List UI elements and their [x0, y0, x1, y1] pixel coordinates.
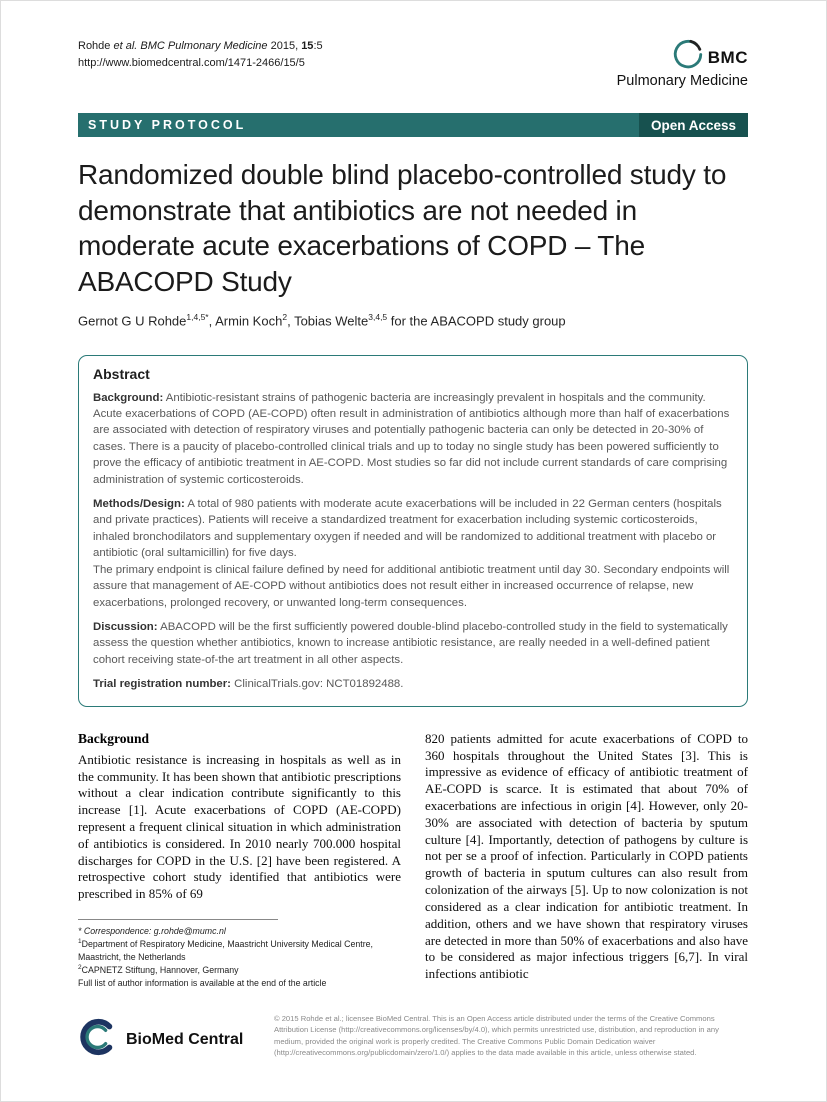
author-info-note [78, 976, 401, 989]
bmc-logo-top [617, 38, 748, 77]
abstract-background [93, 390, 733, 489]
abstract-methods [93, 496, 733, 562]
abstract-background-text: Antibiotic-resistant strains of pathogenic bacteria are increasingly prevalent in hospitals and the community. Acute exacerbations of COPD (AE-COPD) often result in administration of antibiotics although more than half of exacerbations are associated with detection of respiratory viruses and potentially pathogenic bacteria can only be detected in 20-30% of cases. There is a paucity of placebo-controlled clinical trials and up to today no single study has been powered sufficiently to prove the efficacy of antibiotic treatment in AE-COPD. Most studies so far did not include current standards of care comprising administration of systemic corticosteroids. [93, 391, 730, 486]
article-type-banner [78, 113, 748, 137]
author-1-affiliations: 1,4,5* [186, 312, 209, 323]
article-title: Randomized double blind placebo-controlled study to demonstrate that antibiotics are not needed in moderate acute exacerbations of COPD – The ABACOPD Study [78, 159, 727, 297]
biomed-central-circle-icon [78, 1017, 118, 1062]
open-access-badge: Open Access [639, 113, 748, 137]
citation-volume: 15 [301, 40, 314, 52]
author-line [78, 312, 748, 328]
footnote-text: Department of Respiratory Medicine, Maastricht University Medical Centre, Maastricht, the Netherlands [78, 939, 374, 962]
footnote-text: Full list of author information is available at the end of the article [78, 978, 327, 989]
bmc-logo [617, 38, 748, 89]
footnotes [78, 919, 401, 989]
section-heading-background: Background [78, 730, 150, 746]
left-column [78, 731, 401, 990]
page-header [78, 38, 748, 89]
abstract-discussion-label: Discussion: [93, 621, 158, 633]
affiliation-1 [78, 937, 401, 963]
author-2: Armin Koch [215, 313, 283, 329]
citation-journal: et al. BMC Pulmonary Medicine [113, 40, 268, 52]
abstract-discussion [93, 619, 733, 668]
author-3-affiliations: 3,4,5 [368, 312, 388, 323]
author-2-affiliations: 2 [282, 312, 288, 323]
author-separator: , [208, 313, 216, 329]
citation-pre: Rohde [78, 40, 114, 52]
abstract-trial-registration [93, 676, 733, 692]
journal-name: Pulmonary Medicine [616, 73, 748, 89]
abstract-methods-label: Methods/Design: [93, 498, 185, 511]
copyright-text: © 2015 Rohde et al.; licensee BioMed Central. This is an Open Access article distributed under the terms of the Creative Commons Attribution License (http://creativecommons.org/licenses/by/4.0), which permits unrestricted use, distribution, and reproduction in any medium, provided the original work is properly credited. The Creative Commons Public Domain Dedication waiver (http://creativecommons.org/publicdomain/zero/1.0/) applies to the data made available in this article, unless otherwise stated. [274, 1014, 719, 1058]
citation-block [78, 38, 323, 71]
correspondence-line [78, 924, 401, 937]
abstract-cont-text: The primary endpoint is clinical failure defined by need for additional antibiotic treatment until day 30. Secondary endpoints will assure that management of AE-COPD without antibiotics does not result either in increased occurrence of relapse, new exacerbations, prolonged recovery, or unwanted long-term consequences. [93, 563, 730, 609]
author-group: for the ABACOPD study group [387, 313, 566, 329]
abstract-background-label: Background: [93, 391, 164, 404]
citation-issue: :5 [313, 40, 323, 52]
body-right-paragraph: 820 patients admitted for acute exacerbations of COPD to 360 hospitals throughout the United States [3]. This is impressive as evidence of efficacy of antibiotic treatment of AE-COPD is scarce. It is estimated that about 70% of exacerbations are infectious in origin [4]. However, only 20-30% are associated with detection of bacteria by sputum culture [4]. Importantly, detection of pathogens by culture is not per se a proof of infection. Particularly in COPD patients growth of bacteria in sputum cultures can also result from colonization of the airways [5]. Up to now colonization is not considered as a clear indication for antibiotic treatment. In addition, others and we have shown that respiratory viruses are detected in more than 50% of exacerbations and also have to be considered as major infectious triggers [6,7]. In viral infections antibiotic [425, 730, 748, 982]
footnote-sup: 1 [78, 938, 82, 946]
biomed-central-wordmark: BioMed Central [126, 1030, 244, 1048]
right-column [425, 731, 748, 990]
biomed-central-logo [78, 1017, 248, 1062]
author-3: Tobias Welte [294, 313, 369, 329]
footnote-text: * Correspondence: g.rohde@mumc.nl [78, 926, 226, 937]
footnote-sup: 2 [78, 963, 82, 971]
abstract-methods-text: A total of 980 patients with moderate acute exacerbations will be included in 22 German centers (hospitals and private practices). Patients will receive a standardized treatment for exacerbation including systemic corticosteroids, inhaled bronchodilators and supplementary oxygen if needed and will be randomized to additional treatment with placebo or antibiotic (oral sultamicillin) for five days. [93, 498, 722, 560]
journal-abbrev: BMC [707, 47, 748, 67]
author-separator: , [287, 313, 295, 329]
body-left-paragraph: Antibiotic resistance is increasing in hospitals as well as in the community. It has been shown that antibiotic prescriptions without a clear indication contribute significantly to this increase [1]. Acute exacerbations of COPD (AE-COPD) represent a frequent clinical situation in which administration of antibiotics is considered. In 2010 nearly 700.000 hospital discharges for COPD in the U.S. [2] have been registered. A retrospective cohort study identified that antibiotics were prescribed in 85% of 69 [78, 751, 402, 902]
abstract-box [78, 355, 748, 707]
abstract-methods-continued [93, 562, 733, 611]
author-1: Gernot G U Rohde [78, 313, 187, 329]
abstract-trial-text: ClinicalTrials.gov: NCT01892488. [234, 678, 404, 691]
citation-year: 2015, [267, 40, 302, 52]
body-columns [78, 731, 748, 990]
affiliation-2 [78, 963, 401, 976]
footnote-text: CAPNETZ Stiftung, Hannover, Germany [81, 964, 239, 975]
abstract-heading: Abstract [93, 365, 150, 382]
bmc-circle-icon [671, 38, 705, 77]
page-footer [78, 1013, 748, 1062]
abstract-trial-label: Trial registration number: [93, 678, 231, 691]
citation-line [78, 38, 323, 55]
article-type-label: STUDY PROTOCOL [88, 118, 247, 132]
footnote-divider [78, 919, 278, 920]
article-url[interactable]: http://www.biomedcentral.com/1471-2466/15/5 [78, 56, 305, 69]
abstract-discussion-text: ABACOPD will be the first sufficiently powered double-blind placebo-controlled study in the field to systematically assess the question whether antibiotics, known to increase antibiotic resistance, are really needed in a well-defined patient cohort receiving state-of-the art treatment in all other aspects. [93, 621, 728, 666]
